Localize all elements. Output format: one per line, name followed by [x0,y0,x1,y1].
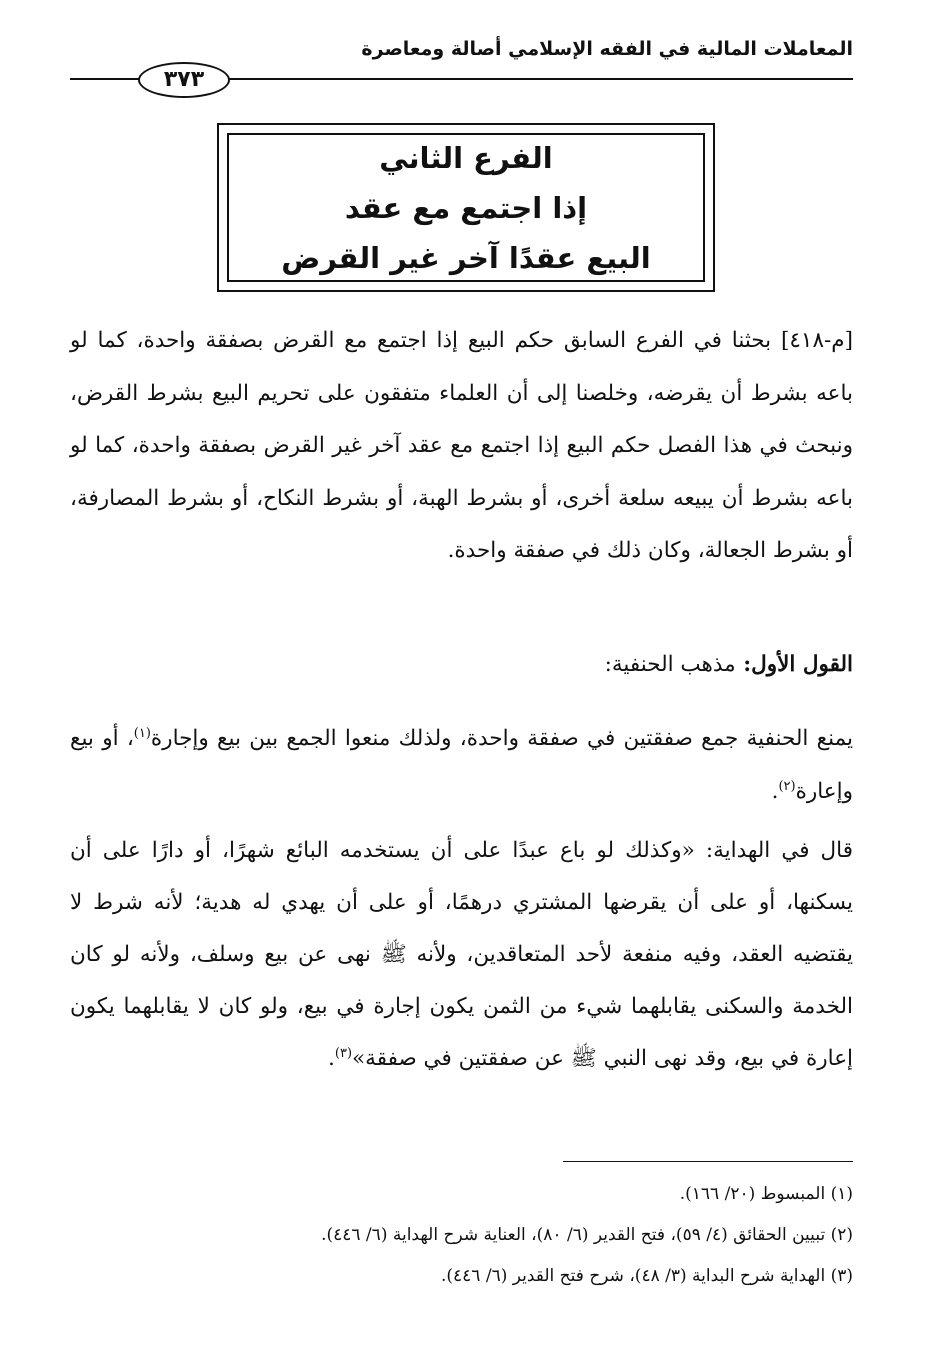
page-number: ٣٧٣ [138,62,230,98]
footnote-2: (٢) تبيين الحقائق (٤/ ٥٩)، فتح القدير (٦/ ٨٠)، العناية شرح الهداية (٦/ ٤٤٦). [321,1225,853,1245]
paragraph-intro-text: [م-٤١٨] بحثنا في الفرع السابق حكم البيع إذا اجتمع مع القرض بصفقة واحدة، كما لو باعه بشرط أن يقرضه، وخلصنا إلى أن العلماء متفقون على تحريم البيع بشرط القرض، ونبحث في هذا الفصل حكم البيع إذا اجتمع مع عقد آخر غير القرض بصفقة واحدة، كما لو باعه بشرط أن يبيعه سلعة أخرى، أو بشرط الهبة، أو بشرط النكاح، أو بشرط المصارفة، أو بشرط الجعالة، وكان ذلك في صفقة واحدة. [70,328,853,563]
footnote-ref-1: (١) [133,725,151,741]
footnote-rule [563,1161,853,1162]
paragraph-intro [70,315,853,578]
paragraph-hidaya-text [70,825,853,1085]
paragraph-hanafi-part-1: يمنع الحنفية جمع صفقتين في صفقة واحدة، ولذلك منعوا الجمع بين بيع وإجارة [150,726,853,751]
opinion-heading-text: مذهب الحنفية: [604,652,736,677]
paragraph-hidaya-quote [70,825,853,1085]
running-header-title: المعاملات المالية في الفقه الإسلامي أصالة ومعاصرة [361,38,853,60]
opinion-heading-label: القول الأول: [743,652,853,677]
paragraph-hidaya-part-1: قال في الهداية: «وكذلك لو باع عبدًا على أن يستخدمه البائع شهرًا، أو دارًا على أن يسكنها، أو على أن يقرضها المشتري درهمًا، أو على أن يهدي له هدية؛ لأنه شرط لا يقتضيه العقد، وفيه منفعة لأحد المتعاقدين، ولأنه ﷺ نهى عن بيع وسلف، ولأنه لو كان الخدمة والسكنى يقابلهما شيء من الثمن يكون إجارة في بيع، ولو كان لا يقابلهما يكون إعارة في بيع، وقد نهى النبي ﷺ عن صفقتين في صفقة» [70,838,853,1071]
section-title-inner-frame [227,133,705,282]
section-title-line-1: الفرع الثاني [379,140,553,175]
section-title-box [217,123,715,292]
paragraph-hanafi-part-2: ، أو بيع وإعارة [70,726,853,804]
section-title-line-2: إذا اجتمع مع عقد [344,190,588,225]
footnote-3: (٣) الهداية شرح البداية (٣/ ٤٨)، شرح فتح القدير (٦/ ٤٤٦). [440,1266,853,1286]
footnotes [70,1174,853,1297]
footnote-1: (١) المبسوط (٢٠/ ١٦٦). [679,1184,853,1204]
paragraph-hidaya-part-2: . [328,1046,335,1071]
paragraph-hanafi [70,712,853,818]
footnote-ref-2: (٢) [778,778,796,794]
paragraph-hanafi-text [70,712,853,818]
section-title-line-3: البيع عقدًا آخر غير القرض [281,240,651,275]
paragraph-hanafi-part-3: . [771,779,779,804]
opinion-heading [70,650,853,680]
footnote-ref-3: (٣) [334,1045,353,1061]
